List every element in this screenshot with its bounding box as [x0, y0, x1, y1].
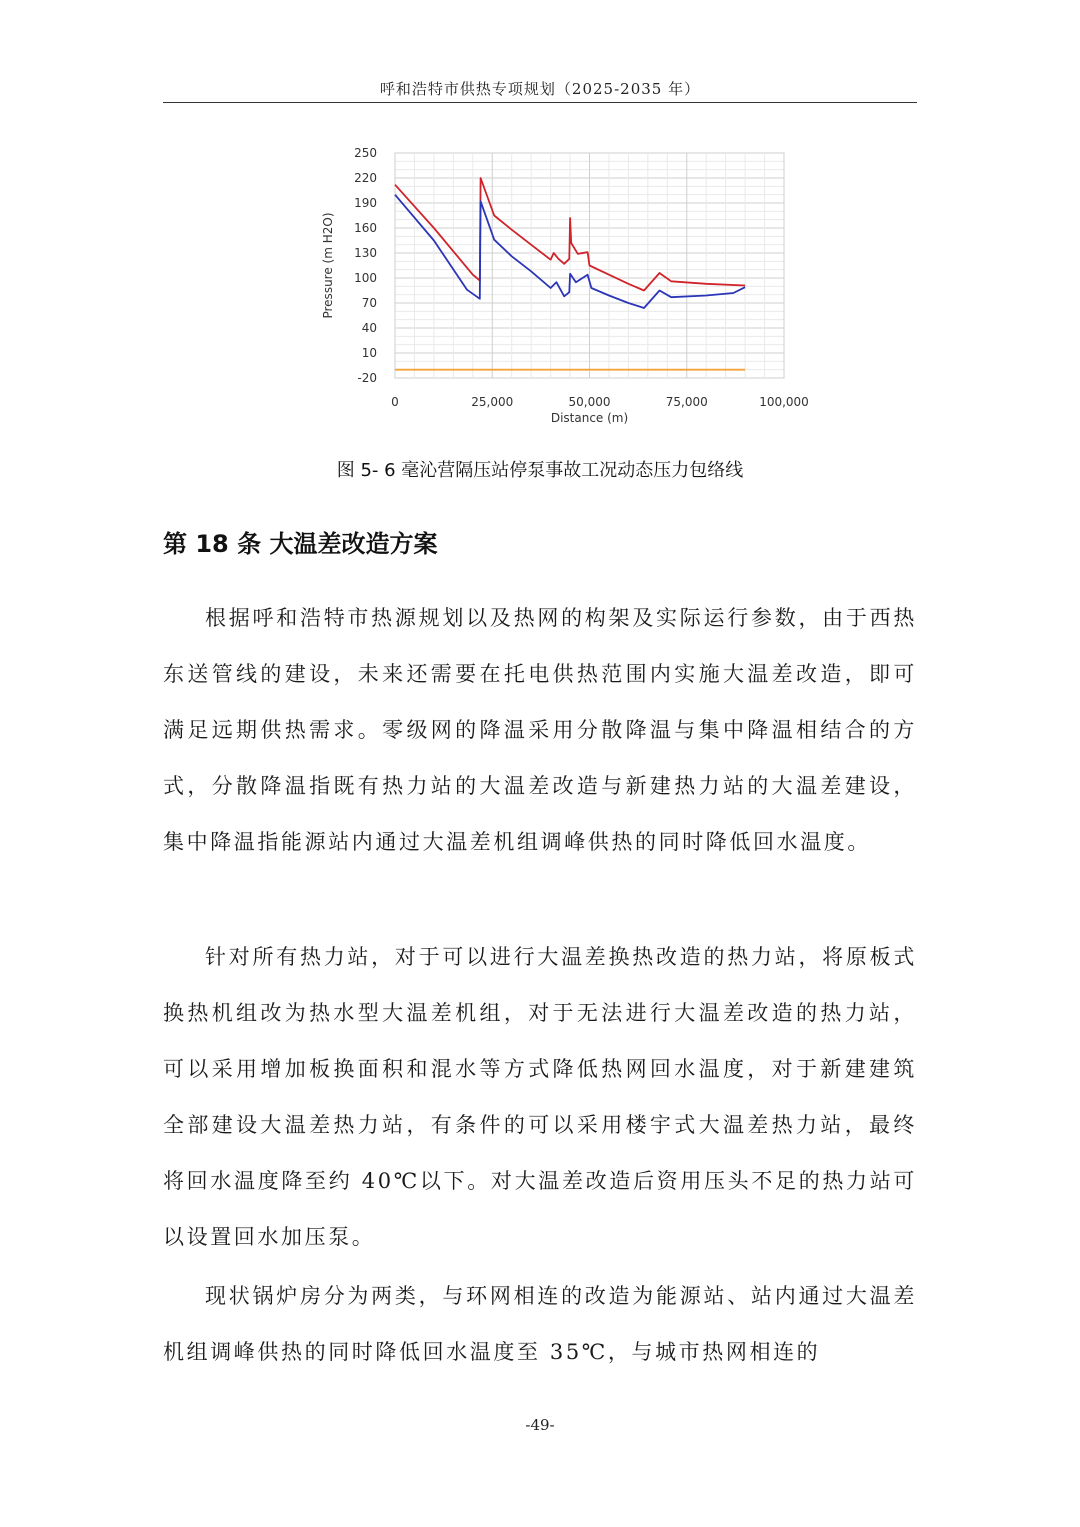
- y-tick-label: 10: [361, 346, 377, 360]
- header-rule: [163, 102, 917, 103]
- y-tick-label: 250: [354, 146, 377, 160]
- y-tick-label: 160: [354, 221, 377, 235]
- y-tick-label: 100: [354, 271, 377, 285]
- y-tick-label: 190: [354, 196, 377, 210]
- y-tick-label: 130: [354, 246, 377, 260]
- figure-caption: 图 5- 6 毫沁营隔压站停泵事故工况动态压力包络线: [336, 460, 744, 481]
- section-title: 第 18 条 大温差改造方案: [163, 530, 438, 558]
- page-header: 呼和浩特市供热专项规划（2025-2035 年）: [379, 80, 701, 98]
- x-tick-label: 0: [391, 395, 399, 409]
- x-tick-label: 50,000: [568, 395, 611, 409]
- x-tick-label: 100,000: [759, 395, 809, 409]
- y-axis-label: Pressure (m H2O): [321, 212, 335, 319]
- x-tick-label: 75,000: [665, 395, 708, 409]
- paragraph-2: 针对所有热力站，对于可以进行大温差换热改造的热力站，将原板式换热机组改为热水型大温差机组，对于无法进行大温差改造的热力站，可以采用增加板换面积和混水等方式降低热网回水温度，对于新建建筑全部建设大温差热力站，有条件的可以采用楼宇式大温差热力站，最终将回水温度降至约 40℃以下。对大温差改造后资用压头不足的热力站可以设置回水加压泵。: [163, 945, 917, 1249]
- x-tick-label: 25,000: [471, 395, 514, 409]
- pressure-envelope-chart: [310, 140, 830, 440]
- y-tick-label: 70: [361, 296, 377, 310]
- paragraph-1: 根据呼和浩特市热源规划以及热网的构架及实际运行参数，由于西热东送管线的建设，未来还需要在托电供热范围内实施大温差改造，即可满足远期供热需求。零级网的降温采用分散降温与集中降温相结合的方式，分散降温指既有热力站的大温差改造与新建热力站的大温差建设，集中降温指能源站内通过大温差机组调峰供热的同时降低回水温度。: [163, 606, 917, 854]
- x-axis-label: Distance (m): [550, 411, 629, 425]
- y-tick-label: 40: [361, 321, 377, 335]
- y-tick-label: 220: [354, 171, 377, 185]
- y-tick-label: -20: [357, 371, 377, 385]
- paragraph-3: 现状锅炉房分为两类，与环网相连的改造为能源站、站内通过大温差机组调峰供热的同时降低回水温度至 35℃，与城市热网相连的: [163, 1284, 917, 1364]
- page-number: -49-: [525, 1416, 555, 1434]
